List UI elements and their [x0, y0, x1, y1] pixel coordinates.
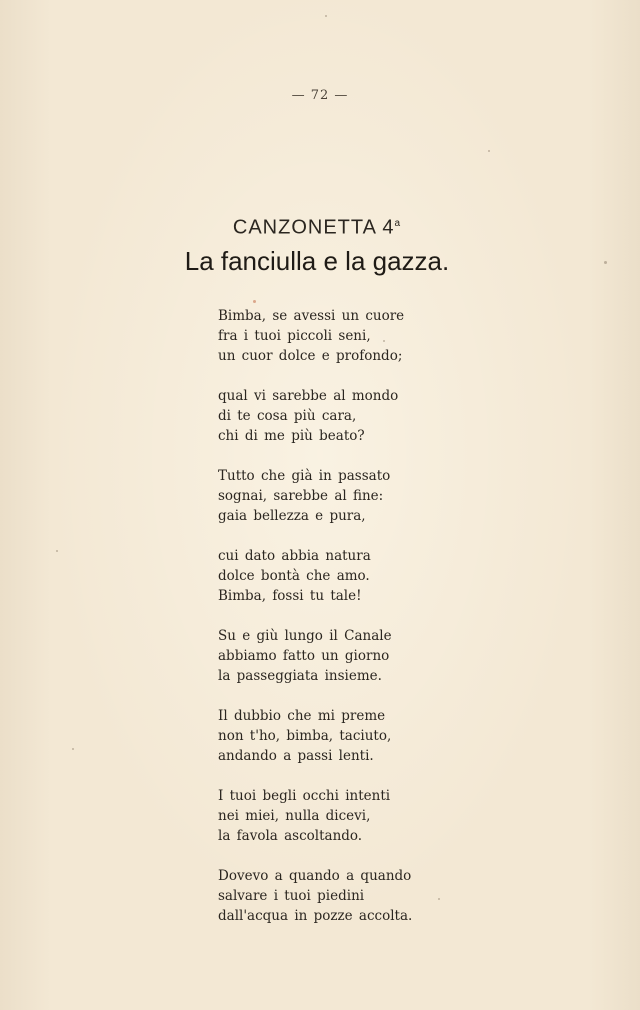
poem-line: cui dato abbia natura — [218, 548, 371, 564]
poem-line: chi di me più beato? — [218, 428, 365, 444]
stanza — [218, 626, 478, 686]
paper-speck — [325, 15, 327, 17]
stanza — [218, 786, 478, 846]
poem-line: un cuor dolce e profondo; — [218, 348, 403, 364]
poem-line: dall'acqua in pozze accolta. — [218, 908, 413, 924]
poem-line: fra i tuoi piccoli seni, — [218, 328, 371, 344]
stanza — [218, 866, 478, 926]
stanza — [218, 706, 478, 766]
poem-line: Tutto che già in passato — [218, 468, 391, 484]
stanza — [218, 546, 478, 606]
paper-speck — [253, 300, 256, 303]
paper-speck — [56, 550, 58, 552]
poem-line: salvare i tuoi piedini — [218, 888, 365, 904]
paper-speck — [604, 261, 607, 264]
section-heading-superscript: a — [394, 218, 402, 229]
poem-line: la favola ascoltando. — [218, 828, 363, 844]
poem-line: di te cosa più cara, — [218, 408, 357, 424]
poem-body — [218, 306, 478, 946]
poem-line: non t'ho, bimba, taciuto, — [218, 728, 392, 744]
poem-line: Su e giù lungo il Canale — [218, 628, 392, 644]
poem-line: la passeggiata insieme. — [218, 668, 382, 684]
section-heading-text: CANZONETTA 4 — [232, 216, 395, 239]
poem-line: sognai, sarebbe al fine: — [218, 488, 384, 504]
poem-line: Bimba, fossi tu tale! — [218, 588, 362, 604]
poem-line: Il dubbio che mi preme — [218, 708, 386, 724]
poem-line: qual vi sarebbe al mondo — [218, 388, 399, 404]
poem-line: Dovevo a quando a quando — [218, 868, 412, 884]
page-number: — 72 — — [291, 88, 349, 103]
poem-title: La fanciulla e la gazza. — [184, 245, 450, 276]
poem-line: nei miei, nulla dicevi, — [218, 808, 371, 824]
poem-line: gaia bellezza e pura, — [218, 508, 366, 524]
poem-line: andando a passi lenti. — [218, 748, 374, 764]
stanza — [218, 306, 478, 366]
paper-speck — [488, 150, 490, 152]
stanza — [218, 466, 478, 526]
poem-line: dolce bontà che amo. — [218, 568, 370, 584]
poem-line: Bimba, se avessi un cuore — [218, 308, 405, 324]
paper-speck — [438, 898, 440, 900]
title-block — [0, 210, 634, 278]
section-heading — [0, 210, 634, 242]
poem-line: I tuoi begli occhi intenti — [218, 788, 391, 804]
paper-speck — [72, 748, 74, 750]
paper-speck — [383, 340, 385, 342]
stanza — [218, 386, 478, 446]
poem-line: abbiamo fatto un giorno — [218, 648, 390, 664]
